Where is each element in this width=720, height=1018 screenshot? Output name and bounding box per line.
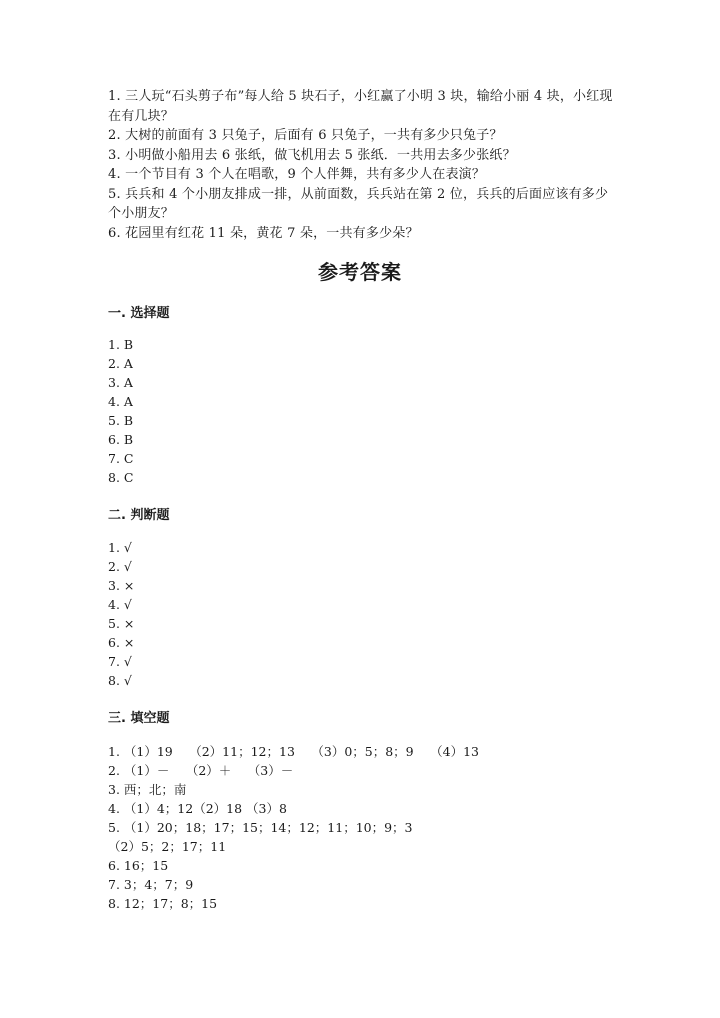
answer-item: 3. A	[108, 375, 133, 390]
answer-item: 3. 西；北；南	[108, 782, 187, 797]
question-item: 2. 大树的前面有 3 只兔子，后面有 6 只兔子，一共有多少只兔子？	[108, 128, 503, 143]
word-problems	[108, 87, 613, 243]
answer-item: 8. C	[108, 470, 134, 485]
section-heading-fill-in: 三. 填空题	[108, 711, 170, 726]
answer-item: 1. B	[108, 337, 134, 352]
answer-item: 2. A	[108, 356, 133, 371]
answer-item: 4. （1）4；12（2）18 （3）8	[108, 801, 287, 816]
question-item: 6. 花园里有红花 11 朵，黄花 7 朵，一共有多少朵？	[108, 225, 419, 241]
answer-list-judgement	[108, 538, 134, 690]
question-item: 4. 一个节目有 3 个人在唱歌，9 个人伴舞，共有多少人在表演？	[108, 167, 486, 182]
question-item: 5. 兵兵和 4 个小朋友排成一排，从前面数，兵兵站在第 2 位，兵兵的后面应该有多少个小朋友？	[108, 186, 609, 221]
section-heading-choice: 一. 选择题	[108, 306, 170, 321]
answer-item: 6. B	[108, 432, 134, 447]
answer-list-fill-in	[108, 742, 479, 913]
answer-item: 5. ×	[108, 616, 135, 631]
answer-item: 2. （1）－ （2）＋ （3）－	[108, 763, 294, 778]
answer-item: 7. √	[108, 654, 132, 669]
answer-item: （2）5；2；17；11	[108, 839, 227, 854]
answer-item: 4. √	[108, 597, 132, 612]
answer-item: 6. ×	[108, 635, 135, 650]
question-item: 3. 小明做小船用去 6 张纸，做飞机用去 5 张纸．一共用去多少张纸？	[108, 147, 516, 163]
answer-item: 4. A	[108, 394, 133, 409]
answer-item: 3. ×	[108, 578, 135, 593]
section-heading-judgement: 二. 判断题	[108, 508, 170, 523]
answer-item: 8. √	[108, 673, 132, 688]
answer-item: 8. 12；17；8；15	[108, 896, 218, 911]
answer-key-title: 参考答案	[318, 260, 402, 284]
answer-item: 7. C	[108, 451, 134, 466]
answer-item: 5. （1）20；18；17；15；14；12；11；10；9；3	[108, 820, 413, 835]
answer-list-choice	[108, 335, 133, 487]
answer-item: 1. √	[108, 540, 132, 555]
answer-item: 5. B	[108, 413, 134, 428]
answer-item: 6. 16；15	[108, 858, 169, 873]
answer-item: 1. （1）19 （2）11；12；13 （3）0；5；8；9 （4）13	[108, 744, 479, 759]
answer-item: 2. √	[108, 559, 132, 574]
answer-item: 7. 3；4；7；9	[108, 877, 194, 892]
question-item: 1. 三人玩“石头剪子布”每人给 5 块石子，小红赢了小明 3 块，输给小丽 4 块，小红现在有几块？	[108, 89, 613, 124]
